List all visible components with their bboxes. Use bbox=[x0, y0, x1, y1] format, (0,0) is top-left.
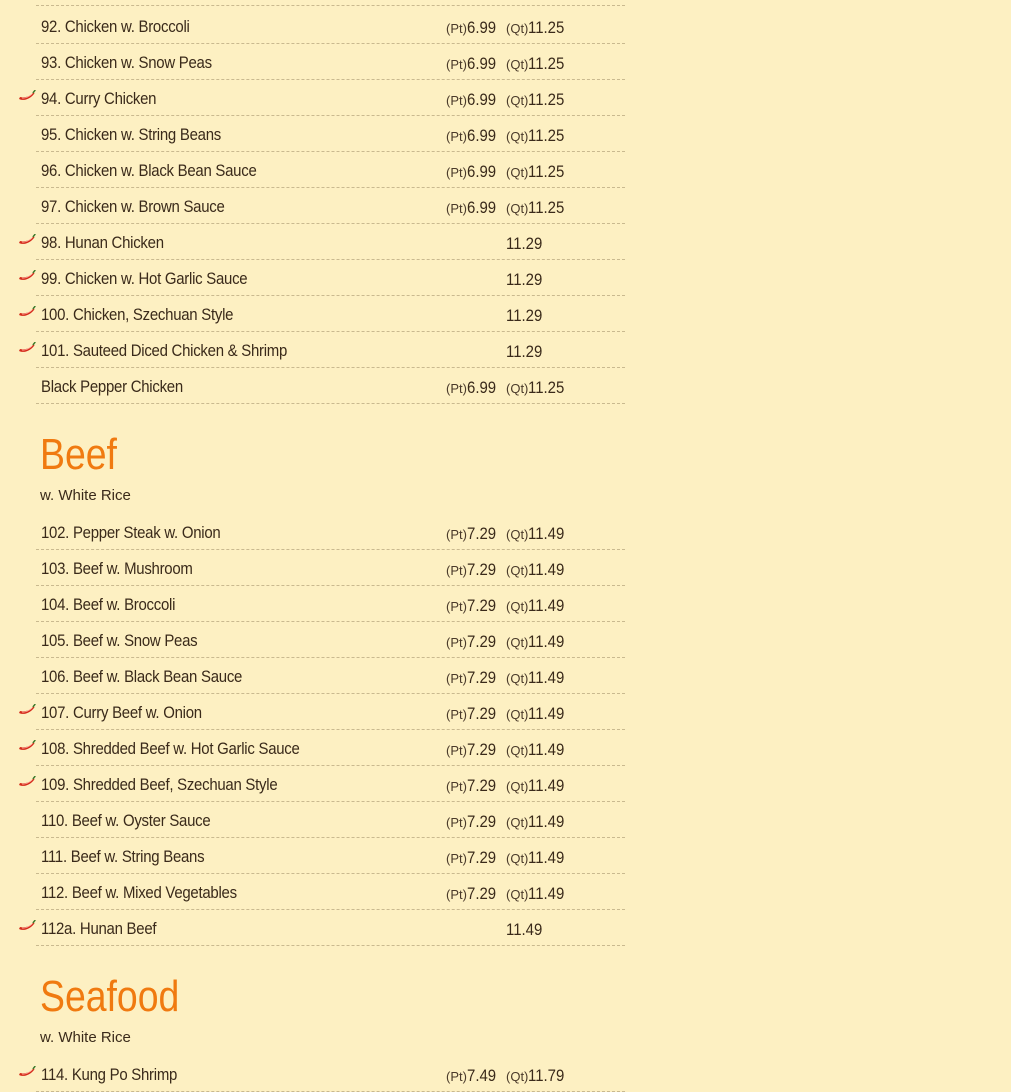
pint-price-value: 7.29 bbox=[466, 704, 497, 723]
pint-price-value: 7.29 bbox=[466, 740, 497, 759]
pint-price-value: 7.29 bbox=[466, 632, 497, 651]
menu-item-name: 102. Pepper Steak w. Onion bbox=[41, 523, 221, 542]
menu-item-name: 103. Beef w. Mushroom bbox=[41, 559, 193, 578]
pint-price-value: 6.99 bbox=[466, 18, 497, 37]
pint-price-value: 7.29 bbox=[466, 524, 497, 543]
quart-price bbox=[506, 920, 547, 940]
pint-price bbox=[446, 198, 500, 218]
pint-price bbox=[446, 632, 500, 652]
pint-price bbox=[446, 524, 500, 544]
quart-tag: (Qt) bbox=[506, 381, 529, 396]
quart-price bbox=[506, 198, 570, 218]
chili-pepper-icon bbox=[18, 919, 36, 933]
pint-price bbox=[446, 18, 500, 38]
quart-price bbox=[506, 560, 570, 580]
pint-tag: (Pt) bbox=[446, 1069, 467, 1084]
menu-item-row bbox=[36, 837, 625, 874]
quart-tag: (Qt) bbox=[506, 815, 529, 830]
pint-tag: (Pt) bbox=[446, 671, 467, 686]
quart-price-value: 11.49 bbox=[528, 848, 565, 867]
menu-item-name: 97. Chicken w. Brown Sauce bbox=[41, 197, 225, 216]
quart-tag: (Qt) bbox=[506, 201, 529, 216]
quart-tag: (Qt) bbox=[506, 887, 529, 902]
pint-tag: (Pt) bbox=[446, 381, 467, 396]
menu-item-row bbox=[36, 693, 625, 730]
quart-price-value: 11.25 bbox=[528, 90, 565, 109]
quart-price bbox=[506, 524, 570, 544]
menu-item-name: 112a. Hunan Beef bbox=[41, 919, 157, 938]
quart-tag: (Qt) bbox=[506, 635, 529, 650]
chili-pepper-icon bbox=[18, 1065, 36, 1079]
quart-price-value: 11.49 bbox=[528, 812, 565, 831]
menu-item-name: 93. Chicken w. Snow Peas bbox=[41, 53, 212, 72]
quart-price bbox=[506, 234, 547, 254]
menu-item-name: 101. Sauteed Diced Chicken & Shrimp bbox=[41, 341, 288, 360]
quart-price-value: 11.49 bbox=[528, 704, 565, 723]
pint-price-value: 7.29 bbox=[466, 776, 497, 795]
quart-price bbox=[506, 54, 570, 74]
menu-item-name: 111. Beef w. String Beans bbox=[41, 847, 205, 866]
quart-price-value: 11.25 bbox=[528, 162, 565, 181]
pint-price bbox=[446, 126, 500, 146]
quart-price-value: 11.29 bbox=[506, 270, 543, 289]
pint-tag: (Pt) bbox=[446, 129, 467, 144]
quart-price bbox=[506, 596, 570, 616]
quart-price bbox=[506, 668, 570, 688]
menu-item-row bbox=[36, 151, 625, 188]
quart-price-value: 11.25 bbox=[528, 18, 565, 37]
chili-pepper-icon bbox=[18, 739, 36, 753]
pint-price-value: 6.99 bbox=[466, 162, 497, 181]
pint-tag: (Pt) bbox=[446, 57, 467, 72]
quart-tag: (Qt) bbox=[506, 743, 529, 758]
pint-price-value: 7.29 bbox=[466, 848, 497, 867]
menu-item-row bbox=[36, 367, 625, 404]
menu-item-name: 107. Curry Beef w. Onion bbox=[41, 703, 202, 722]
menu-item-row bbox=[36, 259, 625, 296]
menu-item-row bbox=[36, 79, 625, 116]
menu-item-name: 95. Chicken w. String Beans bbox=[41, 125, 221, 144]
quart-price-value: 11.25 bbox=[528, 378, 565, 397]
quart-tag: (Qt) bbox=[506, 671, 529, 686]
menu-item-row bbox=[36, 801, 625, 838]
chili-pepper-icon bbox=[18, 269, 36, 283]
pint-price bbox=[446, 90, 500, 110]
menu-item-row bbox=[36, 513, 625, 550]
pint-tag: (Pt) bbox=[446, 201, 467, 216]
pint-price-value: 6.99 bbox=[466, 378, 497, 397]
pint-tag: (Pt) bbox=[446, 599, 467, 614]
menu-item-row bbox=[36, 765, 625, 802]
pint-price bbox=[446, 848, 500, 868]
menu-item-row bbox=[36, 729, 625, 766]
quart-tag: (Qt) bbox=[506, 93, 529, 108]
menu-item-name: 98. Hunan Chicken bbox=[41, 233, 164, 252]
pint-tag: (Pt) bbox=[446, 707, 467, 722]
quart-price bbox=[506, 18, 570, 38]
menu-item-name: 92. Chicken w. Broccoli bbox=[41, 17, 190, 36]
chili-pepper-icon bbox=[18, 305, 36, 319]
chili-pepper-icon bbox=[18, 703, 36, 717]
quart-price-value: 11.29 bbox=[506, 234, 543, 253]
quart-price-value: 11.25 bbox=[528, 126, 565, 145]
quart-price bbox=[506, 378, 570, 398]
menu-item-row bbox=[36, 585, 625, 622]
quart-tag: (Qt) bbox=[506, 57, 529, 72]
quart-price bbox=[506, 162, 570, 182]
menu-item-row bbox=[36, 657, 625, 694]
quart-tag: (Qt) bbox=[506, 599, 529, 614]
menu-item-name: 104. Beef w. Broccoli bbox=[41, 595, 176, 614]
menu-item-name: 108. Shredded Beef w. Hot Garlic Sauce bbox=[41, 739, 300, 758]
pint-price bbox=[446, 704, 500, 724]
menu-item-name: 100. Chicken, Szechuan Style bbox=[41, 305, 234, 324]
quart-price bbox=[506, 342, 547, 362]
pint-price-value: 7.29 bbox=[466, 560, 497, 579]
beef-section-title: Beef bbox=[40, 430, 117, 479]
pint-tag: (Pt) bbox=[446, 635, 467, 650]
pint-tag: (Pt) bbox=[446, 563, 467, 578]
pint-tag: (Pt) bbox=[446, 743, 467, 758]
menu-item-name: 106. Beef w. Black Bean Sauce bbox=[41, 667, 243, 686]
pint-tag: (Pt) bbox=[446, 93, 467, 108]
pint-price bbox=[446, 1066, 500, 1086]
quart-price bbox=[506, 1066, 570, 1086]
quart-tag: (Qt) bbox=[506, 563, 529, 578]
pint-tag: (Pt) bbox=[446, 815, 467, 830]
pint-tag: (Pt) bbox=[446, 851, 467, 866]
menu-item-row bbox=[36, 331, 625, 368]
quart-price-value: 11.49 bbox=[528, 776, 565, 795]
quart-price-value: 11.29 bbox=[506, 342, 543, 361]
pint-price-value: 7.29 bbox=[466, 668, 497, 687]
menu-item-row bbox=[36, 295, 625, 332]
beef-section-subtitle: w. White Rice bbox=[40, 487, 131, 504]
quart-tag: (Qt) bbox=[506, 851, 529, 866]
pint-price-value: 7.29 bbox=[466, 884, 497, 903]
menu-item-row bbox=[36, 187, 625, 224]
menu-item-row bbox=[36, 873, 625, 910]
menu-item-row bbox=[36, 1055, 625, 1092]
pint-price-value: 7.29 bbox=[466, 596, 497, 615]
pint-price-value: 7.29 bbox=[466, 812, 497, 831]
quart-price-value: 11.49 bbox=[528, 668, 565, 687]
pint-price bbox=[446, 740, 500, 760]
top-divider bbox=[36, 5, 625, 6]
quart-price-value: 11.49 bbox=[528, 632, 565, 651]
pint-price bbox=[446, 54, 500, 74]
pint-price bbox=[446, 378, 500, 398]
pint-price bbox=[446, 560, 500, 580]
quart-price bbox=[506, 812, 570, 832]
quart-price-value: 11.49 bbox=[528, 560, 565, 579]
quart-price bbox=[506, 884, 570, 904]
pint-price bbox=[446, 668, 500, 688]
pint-price-value: 6.99 bbox=[466, 126, 497, 145]
chili-pepper-icon bbox=[18, 775, 36, 789]
quart-price-value: 11.49 bbox=[528, 740, 565, 759]
pint-price bbox=[446, 776, 500, 796]
menu-item-row bbox=[36, 43, 625, 80]
menu-item-row bbox=[36, 115, 625, 152]
quart-price bbox=[506, 632, 570, 652]
menu-item-name: Black Pepper Chicken bbox=[41, 377, 183, 396]
pint-price-value: 6.99 bbox=[466, 90, 497, 109]
quart-tag: (Qt) bbox=[506, 1069, 529, 1084]
quart-tag: (Qt) bbox=[506, 21, 529, 36]
menu-item-name: 114. Kung Po Shrimp bbox=[41, 1065, 178, 1084]
pint-tag: (Pt) bbox=[446, 527, 467, 542]
pint-price-value: 6.99 bbox=[466, 54, 497, 73]
quart-price bbox=[506, 704, 570, 724]
menu-item-name: 99. Chicken w. Hot Garlic Sauce bbox=[41, 269, 248, 288]
quart-price-value: 11.49 bbox=[528, 884, 565, 903]
pint-price bbox=[446, 884, 500, 904]
chili-pepper-icon bbox=[18, 233, 36, 247]
menu-item-row bbox=[36, 223, 625, 260]
quart-tag: (Qt) bbox=[506, 779, 529, 794]
quart-tag: (Qt) bbox=[506, 707, 529, 722]
quart-price-value: 11.49 bbox=[528, 596, 565, 615]
quart-price bbox=[506, 848, 570, 868]
pint-tag: (Pt) bbox=[446, 21, 467, 36]
chili-pepper-icon bbox=[18, 341, 36, 355]
quart-price-value: 11.49 bbox=[528, 524, 565, 543]
quart-price-value: 11.25 bbox=[528, 54, 565, 73]
pint-tag: (Pt) bbox=[446, 887, 467, 902]
quart-price bbox=[506, 740, 570, 760]
seafood-section-title: Seafood bbox=[40, 972, 180, 1021]
menu-item-name: 109. Shredded Beef, Szechuan Style bbox=[41, 775, 278, 794]
pint-price bbox=[446, 596, 500, 616]
quart-price bbox=[506, 306, 547, 326]
quart-price-value: 11.49 bbox=[506, 920, 543, 939]
quart-price-value: 11.79 bbox=[528, 1066, 565, 1085]
menu-item-row bbox=[36, 909, 625, 946]
menu-item-name: 112. Beef w. Mixed Vegetables bbox=[41, 883, 237, 902]
menu-item-row bbox=[36, 621, 625, 658]
quart-price bbox=[506, 90, 570, 110]
pint-price-value: 6.99 bbox=[466, 198, 497, 217]
quart-tag: (Qt) bbox=[506, 527, 529, 542]
quart-price bbox=[506, 126, 570, 146]
quart-price bbox=[506, 776, 570, 796]
seafood-section-subtitle: w. White Rice bbox=[40, 1029, 131, 1046]
pint-tag: (Pt) bbox=[446, 165, 467, 180]
pint-price bbox=[446, 812, 500, 832]
pint-tag: (Pt) bbox=[446, 779, 467, 794]
menu-item-row bbox=[36, 7, 625, 44]
quart-tag: (Qt) bbox=[506, 165, 529, 180]
quart-price bbox=[506, 270, 547, 290]
menu-item-name: 96. Chicken w. Black Bean Sauce bbox=[41, 161, 257, 180]
quart-price-value: 11.29 bbox=[506, 306, 543, 325]
menu-item-name: 94. Curry Chicken bbox=[41, 89, 157, 108]
menu-item-row bbox=[36, 549, 625, 586]
quart-tag: (Qt) bbox=[506, 129, 529, 144]
menu-item-name: 105. Beef w. Snow Peas bbox=[41, 631, 198, 650]
pint-price-value: 7.49 bbox=[466, 1066, 497, 1085]
pint-price bbox=[446, 162, 500, 182]
menu-item-name: 110. Beef w. Oyster Sauce bbox=[41, 811, 211, 830]
chili-pepper-icon bbox=[18, 89, 36, 103]
quart-price-value: 11.25 bbox=[528, 198, 565, 217]
